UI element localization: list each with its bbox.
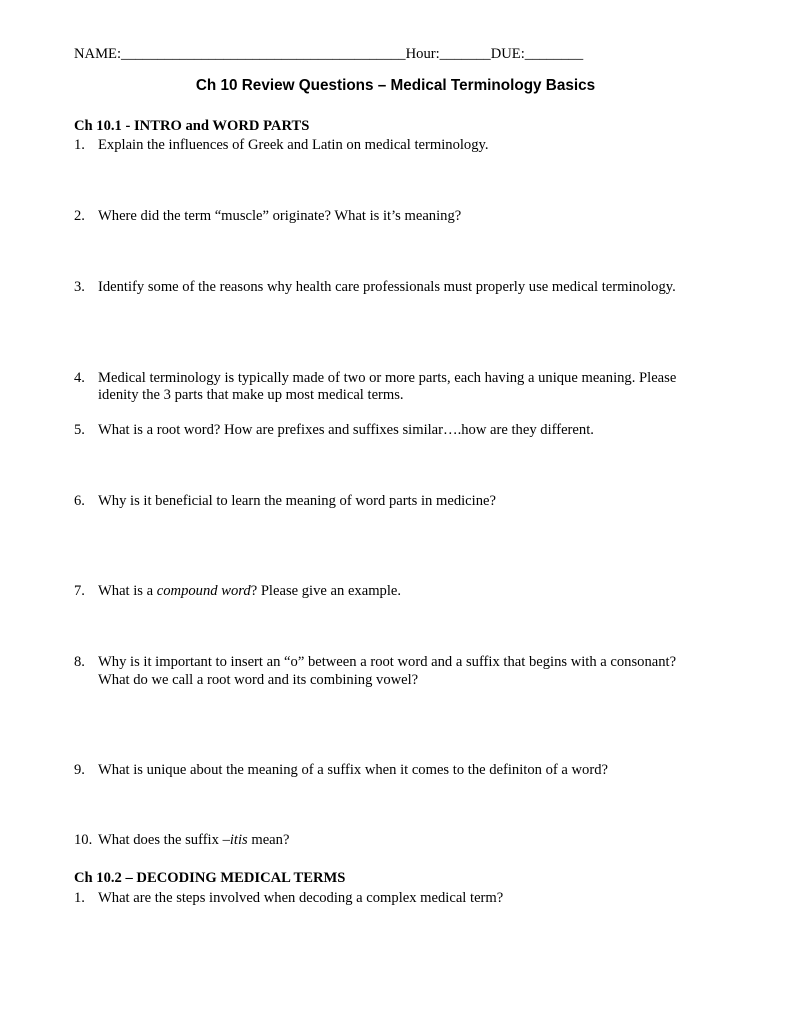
question-text: Where did the term “muscle” originate? What is it’s meaning? — [98, 208, 462, 224]
question-text — [98, 831, 289, 849]
question-number: 10. — [74, 832, 93, 848]
question-text: Medical terminology is typically made of two or more parts, each having a unique meaning. Please — [98, 370, 677, 386]
question-number: 8. — [74, 654, 85, 670]
question-text-continued: What do we call a root word and its combining vowel? — [98, 672, 419, 688]
question-number: 1. — [74, 890, 85, 906]
section-heading-10-2: Ch 10.2 – DECODING MEDICAL TERMS — [74, 870, 346, 886]
question-text: Why is it beneficial to learn the meaning of word parts in medicine? — [98, 493, 496, 509]
section-heading-10-1: Ch 10.1 - INTRO and WORD PARTS — [74, 118, 310, 134]
question-number: 9. — [74, 762, 85, 778]
question-text: What is unique about the meaning of a suffix when it comes to the definiton of a word? — [98, 762, 608, 778]
question-text: What is a root word? How are prefixes and suffixes similar….how are they different. — [98, 422, 594, 438]
italic-term: compound word — [156, 583, 251, 599]
question-text-end: ? Please give an example. — [250, 583, 402, 599]
question-text-continued: idenity the 3 parts that make up most medical terms. — [98, 387, 404, 403]
question-number: 4. — [74, 370, 85, 386]
name-hour-due-line: NAME:_______________________________________Hour:_______DUE:________ — [74, 46, 584, 62]
worksheet-title: Ch 10 Review Questions – Medical Terminology Basics — [195, 77, 596, 94]
question-text: Why is it important to insert an “o” between a root word and a suffix that begins with a consonant? — [98, 654, 677, 670]
question-number: 5. — [74, 422, 85, 438]
question-number: 1. — [74, 137, 85, 153]
question-text-start: What is a — [98, 583, 157, 599]
question-number: 7. — [74, 583, 85, 599]
question-text: Identify some of the reasons why health care professionals must properly use medical terminology. — [98, 279, 676, 295]
question-number: 6. — [74, 493, 85, 509]
italic-term: –itis — [222, 832, 248, 848]
question-text: Explain the influences of Greek and Latin on medical terminology. — [98, 137, 489, 153]
question-number: 2. — [74, 208, 85, 224]
question-text-end: mean? — [247, 832, 290, 848]
question-text-start: What does the suffix — [98, 832, 223, 848]
question-text: What are the steps involved when decoding a complex medical term? — [98, 890, 504, 906]
question-number: 3. — [74, 279, 85, 295]
question-text — [98, 582, 401, 600]
